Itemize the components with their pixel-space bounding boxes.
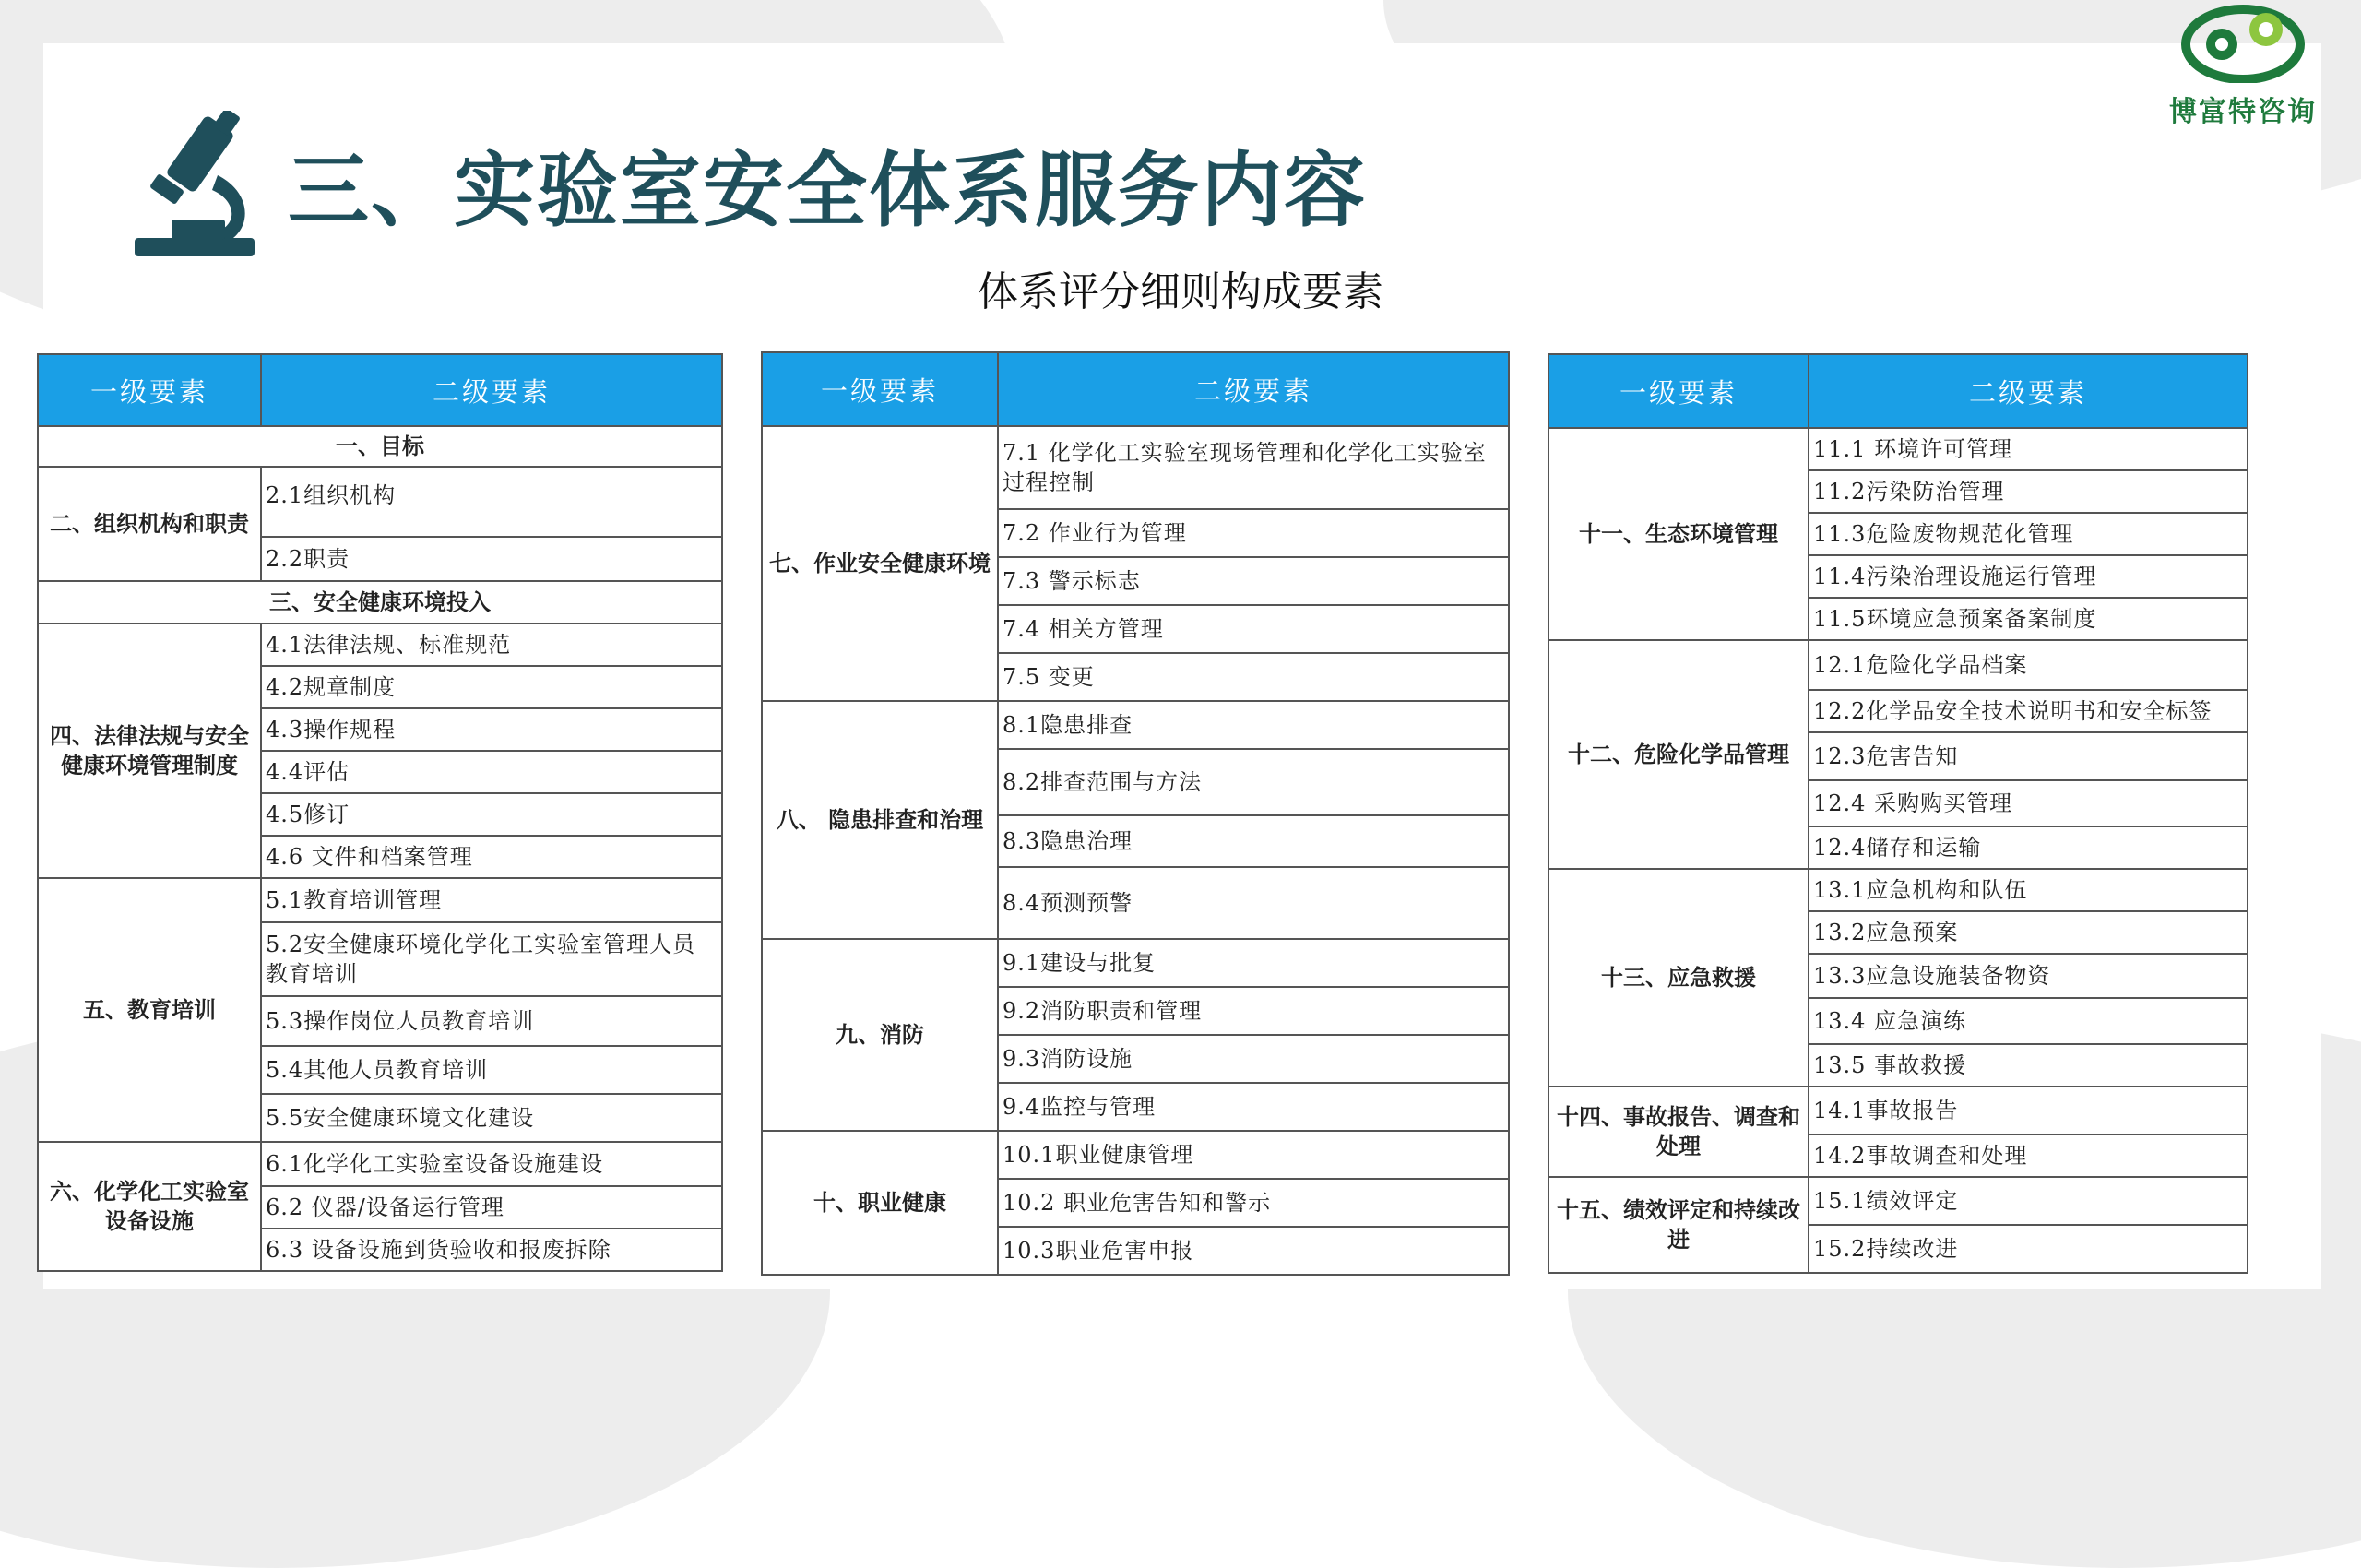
column-header: 二级要素 xyxy=(1809,354,2248,428)
level2-element: 12.4储存和运输 xyxy=(1809,826,2248,869)
table-row xyxy=(762,426,1509,509)
level2-element: 4.3操作规程 xyxy=(261,708,722,751)
level1-element: 十三、应急救援 xyxy=(1548,869,1809,1087)
elements-table-3 xyxy=(1548,353,2248,1274)
microscope-icon xyxy=(129,111,267,258)
table-row xyxy=(38,878,722,922)
level1-element: 十、职业健康 xyxy=(762,1131,998,1275)
table-row xyxy=(1548,1087,2248,1134)
level2-element: 11.5环境应急预案备案制度 xyxy=(1809,598,2248,640)
level2-element: 12.3危害告知 xyxy=(1809,732,2248,780)
table-row xyxy=(1548,1177,2248,1225)
level1-element: 七、作业安全健康环境 xyxy=(762,426,998,701)
level2-element: 8.2排查范围与方法 xyxy=(998,749,1509,815)
level2-element: 8.1隐患排查 xyxy=(998,701,1509,749)
level1-element: 六、化学化工实验室设备设施 xyxy=(38,1142,261,1271)
table-row xyxy=(762,701,1509,749)
level2-element: 2.2职责 xyxy=(261,537,722,581)
table-header-row xyxy=(762,352,1509,426)
table-header-row xyxy=(1548,354,2248,428)
level2-element: 8.4预测预警 xyxy=(998,867,1509,939)
level2-element: 5.3操作岗位人员教育培训 xyxy=(261,996,722,1046)
level2-element: 7.4 相关方管理 xyxy=(998,605,1509,653)
level1-element: 十五、绩效评定和持续改进 xyxy=(1548,1177,1809,1273)
level2-element: 13.5 事故救援 xyxy=(1809,1044,2248,1087)
level1-element: 八、 隐患排查和治理 xyxy=(762,701,998,939)
level2-element: 13.4 应急演练 xyxy=(1809,998,2248,1044)
table-row xyxy=(1548,869,2248,911)
level2-element: 14.1事故报告 xyxy=(1809,1087,2248,1134)
level2-element: 4.4评估 xyxy=(261,751,722,793)
level2-element: 6.2 仪器/设备运行管理 xyxy=(261,1186,722,1229)
level2-element: 7.5 变更 xyxy=(998,653,1509,701)
level2-element: 12.2化学品安全技术说明书和安全标签 xyxy=(1809,690,2248,732)
level2-element: 4.2规章制度 xyxy=(261,666,722,708)
table-row xyxy=(38,1142,722,1186)
column-header: 二级要素 xyxy=(261,354,722,426)
column-header: 二级要素 xyxy=(998,352,1509,426)
level2-element: 9.3消防设施 xyxy=(998,1035,1509,1083)
level2-element: 10.1职业健康管理 xyxy=(998,1131,1509,1179)
level2-element: 7.3 警示标志 xyxy=(998,557,1509,605)
elements-table-1 xyxy=(37,353,723,1272)
level2-element: 11.1 环境许可管理 xyxy=(1809,428,2248,470)
level2-element: 9.1建设与批复 xyxy=(998,939,1509,987)
table-row xyxy=(1548,640,2248,690)
level2-element: 13.3应急设施装备物资 xyxy=(1809,954,2248,998)
level2-element: 8.3隐患治理 xyxy=(998,815,1509,867)
column-header: 一级要素 xyxy=(38,354,261,426)
level2-element: 4.6 文件和档案管理 xyxy=(261,836,722,878)
level2-element: 6.1化学化工实验室设备设施建设 xyxy=(261,1142,722,1186)
level2-element: 6.3 设备设施到货验收和报废拆除 xyxy=(261,1229,722,1271)
level2-element: 10.3职业危害申报 xyxy=(998,1227,1509,1275)
level2-element: 12.4 采购购买管理 xyxy=(1809,780,2248,826)
level2-element: 5.1教育培训管理 xyxy=(261,878,722,922)
level1-element: 三、安全健康环境投入 xyxy=(38,581,722,624)
company-logo xyxy=(2160,2,2326,128)
table-row xyxy=(1548,428,2248,470)
level1-element: 十四、事故报告、调查和处理 xyxy=(1548,1087,1809,1177)
level2-element: 11.4污染治理设施运行管理 xyxy=(1809,555,2248,598)
level2-element: 5.5安全健康环境文化建设 xyxy=(261,1094,722,1142)
title-area xyxy=(129,111,1367,258)
level2-element: 10.2 职业危害告知和警示 xyxy=(998,1179,1509,1227)
page-title: 三、实验室安全体系服务内容 xyxy=(288,143,1368,238)
column-header: 一级要素 xyxy=(1548,354,1809,428)
level1-element: 十二、危险化学品管理 xyxy=(1548,640,1809,869)
level2-element: 11.2污染防治管理 xyxy=(1809,470,2248,513)
level2-element: 4.5修订 xyxy=(261,793,722,836)
level1-element: 十一、生态环境管理 xyxy=(1548,428,1809,640)
level1-element: 九、消防 xyxy=(762,939,998,1131)
level1-element: 四、法律法规与安全健康环境管理制度 xyxy=(38,624,261,878)
level2-element: 5.4其他人员教育培训 xyxy=(261,1046,722,1094)
level2-element: 7.2 作业行为管理 xyxy=(998,509,1509,557)
table-row xyxy=(762,939,1509,987)
column-header: 一级要素 xyxy=(762,352,998,426)
level2-element: 4.1法律法规、标准规范 xyxy=(261,624,722,666)
level2-element: 11.3危险废物规范化管理 xyxy=(1809,513,2248,555)
level2-element: 9.2消防职责和管理 xyxy=(998,987,1509,1035)
level2-element: 7.1 化学化工实验室现场管理和化学化工实验室过程控制 xyxy=(998,426,1509,509)
level1-element: 二、组织机构和职责 xyxy=(38,467,261,581)
level2-element: 9.4监控与管理 xyxy=(998,1083,1509,1131)
table-row xyxy=(38,581,722,624)
level2-element: 14.2事故调查和处理 xyxy=(1809,1134,2248,1177)
level2-element: 13.2应急预案 xyxy=(1809,911,2248,954)
level2-element: 15.1绩效评定 xyxy=(1809,1177,2248,1225)
elements-table-2 xyxy=(761,351,1510,1276)
table-header-row xyxy=(38,354,722,426)
logo-icon xyxy=(2174,2,2312,83)
page-subtitle: 体系评分细则构成要素 xyxy=(978,268,1383,315)
level2-element: 12.1危险化学品档案 xyxy=(1809,640,2248,690)
level2-element: 15.2持续改进 xyxy=(1809,1225,2248,1273)
table-row xyxy=(38,467,722,537)
table-row xyxy=(762,1131,1509,1179)
level2-element: 13.1应急机构和队伍 xyxy=(1809,869,2248,911)
table-row xyxy=(38,426,722,467)
level1-element: 五、教育培训 xyxy=(38,878,261,1142)
logo-text: 博富特咨询 xyxy=(2169,96,2317,128)
level1-element: 一、目标 xyxy=(38,426,722,467)
level2-element: 5.2安全健康环境化学化工实验室管理人员教育培训 xyxy=(261,922,722,996)
table-row xyxy=(38,624,722,666)
level2-element: 2.1组织机构 xyxy=(261,467,722,537)
